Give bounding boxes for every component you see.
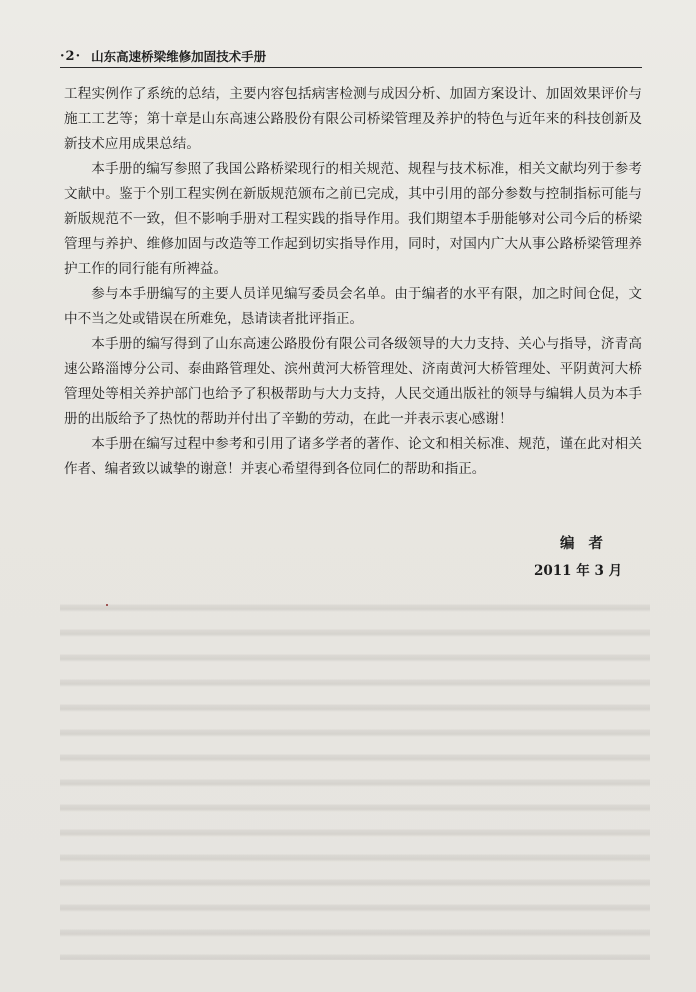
running-title: 山东高速桥梁维修加固技术手册 bbox=[91, 49, 267, 64]
bleed-through-texture bbox=[60, 590, 650, 960]
paragraph: 本手册的编写得到了山东高速公路股份有限公司各级领导的大力支持、关心与指导，济青高速公路淄博分公司、泰曲路管理处、滨州黄河大桥管理处、济南黄河大桥管理处、平阴黄河大桥管理处等相关养护部门也给予了积极帮助与大力支持，人民交通出版社的领导与编辑人员为本手册的出版给予了热忱的帮助并付出了辛勤的劳动，在此一并表示衷心感谢！ bbox=[64, 336, 642, 427]
signature-author: 编者 bbox=[560, 535, 617, 552]
paragraph: 参与本手册编写的主要人员详见编写委员会名单。由于编者的水平有限，加之时间仓促，文中不当之处或错误在所难免，恳请读者批评指正。 bbox=[64, 286, 642, 327]
page-header bbox=[60, 44, 640, 68]
signature-date: 2011 年 3 月 bbox=[534, 563, 623, 579]
body-text bbox=[64, 82, 642, 482]
header-rule bbox=[60, 67, 642, 68]
paragraph: 工程实例作了系统的总结，主要内容包括病害检测与成因分析、加固方案设计、加固效果评价与施工工艺等；第十章是山东高速公路股份有限公司桥梁管理及养护的特色与近年来的科技创新及新技术应用成果总结。 bbox=[64, 86, 642, 152]
paragraph: 本手册的编写参照了我国公路桥梁现行的相关规范、规程与技术标准，相关文献均列于参考文献中。鉴于个别工程实例在新版规范颁布之前已完成，其中引用的部分参数与控制指标可能与新版规范不一致，但不影响手册对工程实践的指导作用。我们期望本手册能够对公司今后的桥梁管理与养护、维修加固与改造等工作起到切实指导作用，同时，对国内广大从事公路桥梁管理养护工作的同行能有所裨益。 bbox=[64, 161, 642, 277]
page-number: ·2· bbox=[60, 48, 82, 64]
paragraph: 本手册在编写过程中参考和引用了诸多学者的著作、论文和相关标准、规范，谨在此对相关作者、编者致以诚挚的谢意！并衷心希望得到各位同仁的帮助和指正。 bbox=[64, 436, 642, 477]
ink-speck bbox=[106, 604, 108, 606]
